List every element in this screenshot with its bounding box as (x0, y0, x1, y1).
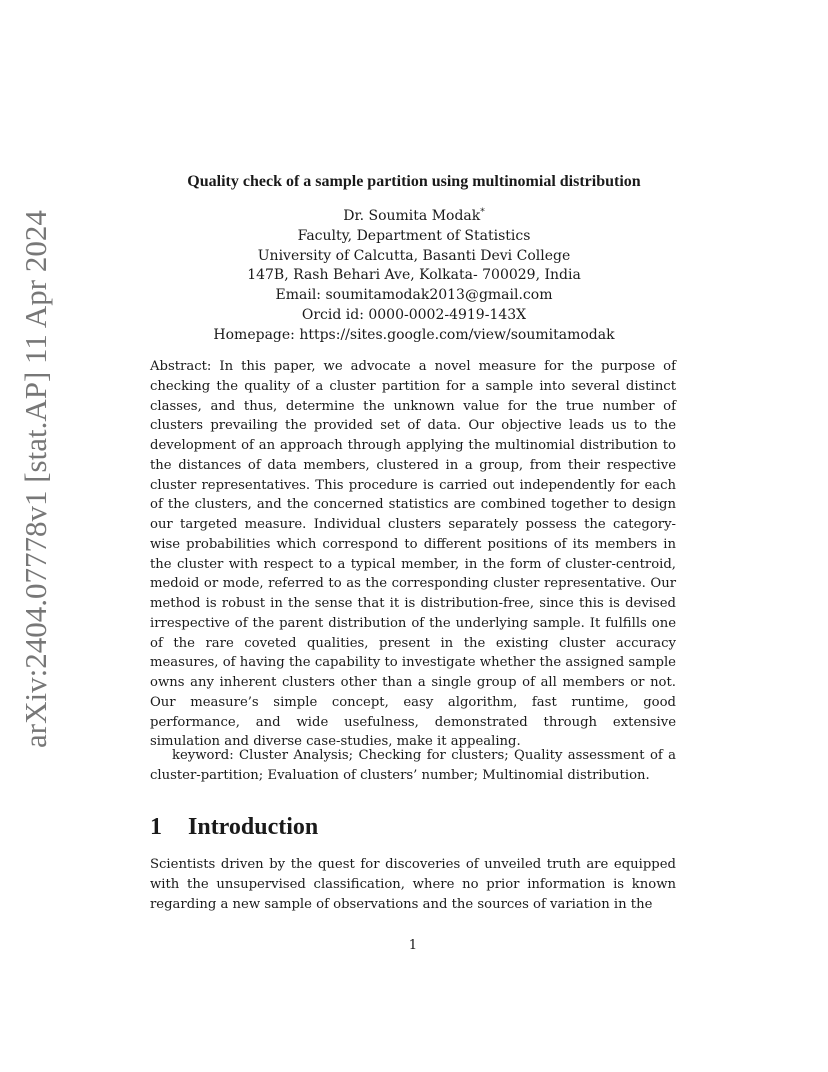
keywords-paragraph: keyword: Cluster Analysis; Checking for clusters; Quality assessment of a cluster-partition; Evaluation of clusters’ number; Multinomial distribution. (150, 748, 676, 783)
arxiv-identifier-stamp: arXiv:2404.07778v1 [stat.AP] 11 Apr 2024 (18, 210, 53, 748)
author-name (150, 207, 678, 227)
author-homepage: Homepage: https://sites.google.com/view/soumitamodak (213, 326, 615, 343)
page-number: 1 (408, 938, 418, 953)
author-footnote-mark: * (480, 207, 485, 218)
section-heading (150, 812, 676, 842)
author-email: Email: soumitamodak2013@gmail.com (275, 287, 553, 304)
abstract-paragraph: Abstract: In this paper, we advocate a novel measure for the purpose of checking the quality of a cluster partition for a sample into several distinct classes, and thus, determine the unknown value for the true number of clusters prevailing the provided set of data. Our objective leads us to the development of an approach through applying the multinomial distribution to the distances of data members, clustered in a group, from their respective cluster representatives. This procedure is carried out independently for each of the clusters, and the concerned statistics are combined together to design our targeted measure. Individual clusters separately possess the category-wise probabilities which correspond to different positions of its members in the cluster with respect to a typical member, in the form of cluster-centroid, medoid or mode, referred to as the corresponding cluster representative. Our method is robust in the sense that it is distribution-free, since this is devised irrespective of the parent distribution of the underlying sample. It fulfills one of the rare coveted qualities, present in the existing cluster accuracy measures, of having the capability to investigate whether the assigned sample owns any inherent clusters other than a single group of all members or not. Our measure’s simple concept, easy algorithm, fast runtime, good performance, and wide usefulness, demonstrated through extensive simulation and diverse case-studies, make it appealing. (150, 359, 676, 750)
author-affiliation-college: University of Calcutta, Basanti Devi College (257, 247, 571, 264)
author-affiliation-department: Faculty, Department of Statistics (297, 227, 531, 244)
section-number: 1 (150, 814, 162, 840)
author-name-text: Dr. Soumita Modak (343, 208, 481, 224)
author-address: 147B, Rash Behari Ave, Kolkata- 700029, India (247, 267, 581, 284)
author-block (150, 207, 678, 346)
section-title: Introduction (188, 814, 319, 840)
paper-title: Quality check of a sample partition using multinomial distribution (187, 173, 641, 190)
introduction-paragraph: Scientists driven by the quest for discoveries of unveiled truth are equipped with the unsupervised classification, where no prior information is known regarding a new sample of observations and the sources of variation in the (150, 857, 676, 912)
author-orcid: Orcid id: 0000-0002-4919-143X (301, 306, 527, 323)
